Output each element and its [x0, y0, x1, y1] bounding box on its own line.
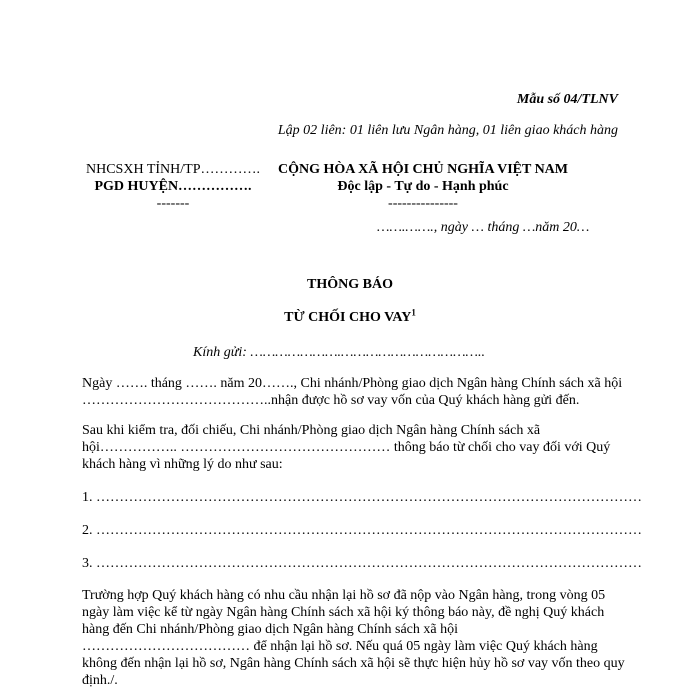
paragraph-line: ……………………………… để nhận lại hồ sơ. Nếu quá 05 ngày làm việc Quý khách hàng — [82, 639, 598, 654]
reason-item-1: 1. ……………………………………………………………………………………………………… — [82, 490, 642, 505]
title-line-1: THÔNG BÁO — [307, 277, 393, 292]
reason-item-3: 3. ……………………………………………………………………………………………………… — [82, 556, 642, 571]
nation-name: CỘNG HÒA XÃ HỘI CHỦ NGHĨA VIỆT NAM — [277, 162, 568, 177]
paragraph-line: ngày làm việc kể từ ngày Ngân hàng Chính sách xã hội ký thông báo này, đề nghị Quý khách — [82, 605, 605, 620]
document-title — [0, 276, 700, 293]
title-line-2: TỪ CHỐI CHO VAY — [284, 310, 412, 325]
paragraph-line: …………………………………..nhận được hồ sơ vay vốn của Quý khách hàng gửi đến. — [82, 393, 580, 408]
paragraph-line: Sau khi kiểm tra, đối chiếu, Chi nhánh/Phòng giao dịch Ngân hàng Chính sách xã — [82, 423, 541, 438]
paragraph-line: hàng đến Chi nhánh/Phòng giao dịch Ngân hàng Chính sách xã hội — [82, 622, 458, 637]
motto-separator: --------------- — [388, 196, 458, 211]
paragraph-line: định./. — [82, 673, 118, 688]
paragraph-return-documents — [82, 587, 625, 689]
paragraph-line: hội…………….. ……………………………………… thông báo từ chối cho vay đối với Quý — [82, 440, 611, 455]
issuer-office: PGD HUYỆN……………. — [94, 179, 252, 194]
form-number: Mẫu số 04/TLNV — [516, 92, 618, 107]
national-header — [268, 161, 578, 212]
document-subtitle — [0, 309, 700, 326]
date-line: …….……., ngày … tháng …năm 20… — [377, 220, 590, 235]
paragraph-line: không đến nhận lại hồ sơ, Ngân hàng Chính sách xã hội sẽ thực hiện hủy hồ sơ vay vốn theo quy — [82, 656, 625, 671]
paragraph-line: khách hàng vì những lý do như sau: — [82, 457, 283, 472]
paragraph-line: Trường hợp Quý khách hàng có nhu cầu nhận lại hồ sơ đã nộp vào Ngân hàng, trong vòng 05 — [82, 588, 606, 603]
national-motto: Độc lập - Tự do - Hạnh phúc — [337, 179, 509, 194]
recipient-line: Kính gửi: ………………….…………………………….. — [193, 345, 485, 360]
copies-note: Lập 02 liên: 01 liên lưu Ngân hàng, 01 liên giao khách hàng — [277, 123, 618, 138]
footnote-mark: 1 — [411, 307, 416, 318]
paragraph-received — [82, 375, 622, 409]
issuer-block — [78, 161, 268, 212]
issuer-branch: NHCSXH TỈNH/TP…………. — [86, 162, 260, 177]
reason-item-2: 2. ……………………………………………………………………………………………………… — [82, 523, 642, 538]
paragraph-line: Ngày ……. tháng ……. năm 20……., Chi nhánh/Phòng giao dịch Ngân hàng Chính sách xã hội — [82, 376, 623, 391]
paragraph-review — [82, 422, 622, 473]
issuer-separator: ------- — [156, 196, 190, 211]
